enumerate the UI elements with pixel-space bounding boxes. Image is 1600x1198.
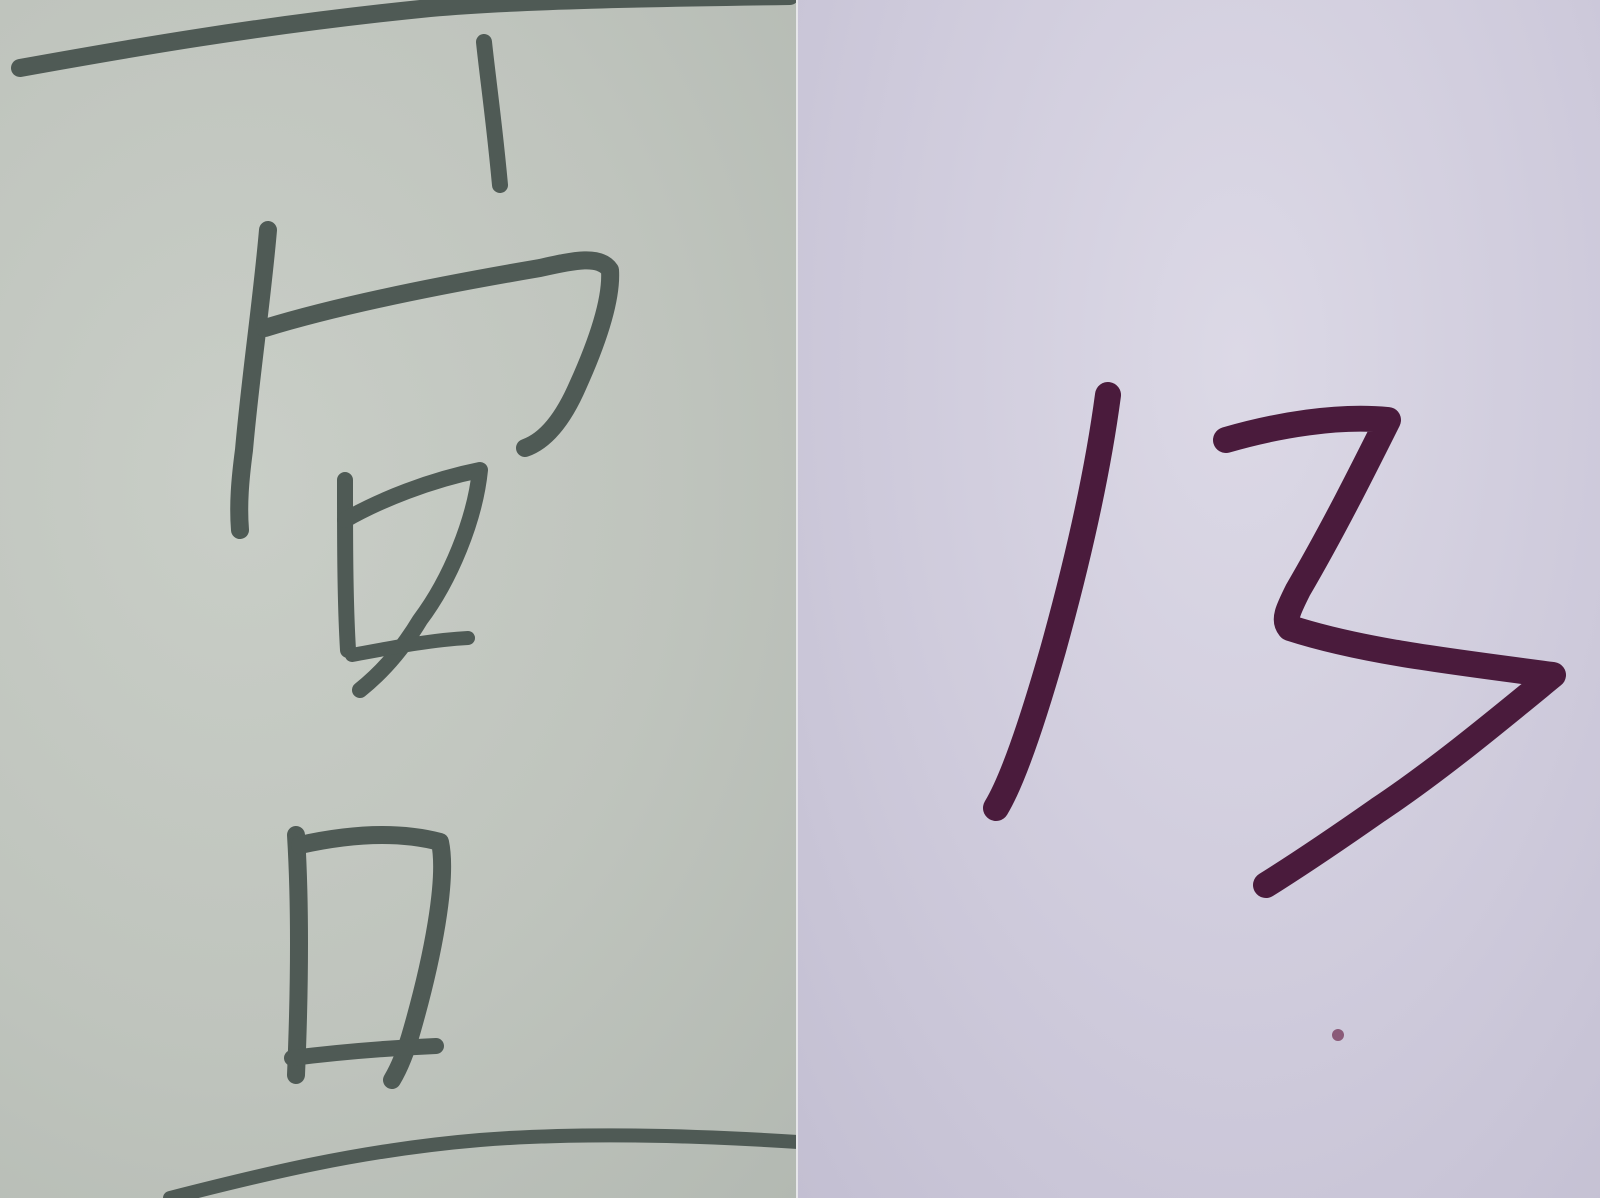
handwritten-character-drawing (0, 0, 798, 1198)
right-handwriting-panel (798, 0, 1600, 1198)
digit-one-stroke (996, 395, 1108, 808)
digit-three-stroke (1226, 419, 1553, 885)
upper-mouth-bottom-stroke (352, 638, 468, 655)
roof-top-stroke (265, 260, 610, 448)
top-rule-stroke (20, 0, 790, 68)
ink-speck (1332, 1029, 1344, 1041)
bottom-rule-stroke (170, 1135, 798, 1198)
upper-mouth-stroke (345, 480, 348, 650)
lower-mouth-bottom-stroke (292, 1046, 436, 1058)
roof-dot-stroke (484, 42, 500, 185)
left-handwriting-panel (0, 0, 798, 1198)
lower-mouth-left-stroke (296, 835, 299, 1075)
handwritten-number-drawing (798, 0, 1600, 1198)
roof-left-stroke (239, 230, 268, 530)
